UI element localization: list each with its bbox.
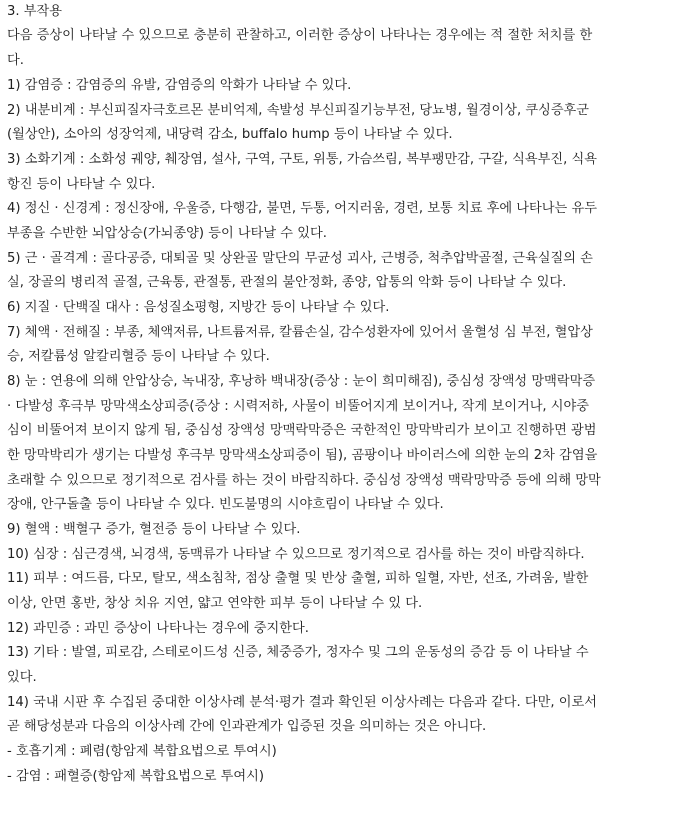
item-fluid-electrolyte: 7) 체액 · 전해질 : 부종, 체액저류, 나트륨저류, 칼륨손실, 감수성환자에 있어서 울혈성 심 부전, 혈압상 <box>7 325 593 340</box>
item-eye-cont: 초래할 수 있으므로 정기적으로 검사를 하는 것이 바람직하다. 중심성 장액성 맥락망막증 등에 의해 망막 <box>7 473 601 488</box>
item-musculoskeletal-cont: 실, 장골의 병리적 골절, 근육통, 관절통, 관절의 불안정화, 종양, 압통의 악화 등이 나타날 수 있다. <box>7 275 567 290</box>
item-digestive: 3) 소화기계 : 소화성 궤양, 췌장염, 설사, 구역, 구토, 위통, 가슴쓰림, 복부팽만감, 구갈, 식욕부진, 식욕 <box>7 152 597 167</box>
item-postmarketing: 14) 국내 시판 후 수집된 중대한 이상사례 분석·평가 결과 확인된 이상사례는 다음과 같다. 다만, 이로서 <box>7 695 598 710</box>
item-postmarketing-cont: 곧 해당성분과 다음의 이상사례 간에 인과관계가 입증된 것을 의미하는 것은 아니다. <box>7 719 487 734</box>
item-eye-cont: 장애, 안구돌출 등이 나타날 수 있다. 빈도불명의 시야흐림이 나타날 수 있다. <box>7 497 444 512</box>
item-heart: 10) 심장 : 심근경색, 뇌경색, 동맥류가 나타날 수 있으므로 정기적으로 검사를 하는 것이 바람직하다. <box>7 547 585 562</box>
item-musculoskeletal: 5) 근 · 골격계 : 골다공증, 대퇴골 및 상완골 말단의 무균성 괴사, 근병증, 척추압박골절, 근육실질의 손 <box>7 251 593 266</box>
item-neuro-cont: 부종을 수반한 뇌압상승(가뇌종양) 등이 나타날 수 있다. <box>7 226 327 241</box>
item-fluid-electrolyte-cont: 승, 저칼륨성 알칼리혈증 등이 나타날 수 있다. <box>7 349 270 364</box>
item-neuro: 4) 정신 · 신경계 : 정신장애, 우울증, 다행감, 불면, 두통, 어지러움, 경련, 보통 치료 후에 나타나는 유두 <box>7 201 597 216</box>
intro-text-line: 다음 증상이 나타날 수 있으므로 충분히 관찰하고, 이러한 증상이 나타나는 경우에는 적 절한 처치를 한 <box>7 28 593 43</box>
item-eye: 8) 눈 : 연용에 의해 안압상승, 녹내장, 후낭하 백내장(증상 : 눈이 희미해짐), 중심성 장액성 망맥락막증 <box>7 374 596 389</box>
item-blood: 9) 혈액 : 백혈구 증가, 혈전증 등이 나타날 수 있다. <box>7 522 301 537</box>
item-infection: 1) 감염증 : 감염증의 유발, 감염증의 악화가 나타날 수 있다. <box>7 78 352 93</box>
item-eye-cont: 한 망막박리가 생기는 다발성 후극부 망막색소상피증이 됨), 곰팡이나 바이러스에 의한 눈의 2차 감염을 <box>7 448 598 463</box>
item-digestive-cont: 항진 등이 나타날 수 있다. <box>7 177 156 192</box>
intro-text-line: 다. <box>7 53 24 68</box>
item-other-cont: 있다. <box>7 670 37 685</box>
item-skin: 11) 피부 : 여드름, 다모, 탈모, 색소침착, 점상 출혈 및 반상 출혈, 피하 일혈, 자반, 선조, 가려움, 발한 <box>7 571 589 586</box>
item-eye-cont: · 다발성 후극부 망막색소상피증(증상 : 시력저하, 사물이 비뚤어지게 보이거나, 작게 보이거나, 시야중 <box>7 399 590 414</box>
item-endocrine-cont: (월상안), 소아의 성장억제, 내당력 감소, buffalo hump 등이 나타날 수 있다. <box>7 127 453 142</box>
item-eye-cont: 심이 비뚤어져 보이지 않게 됨, 중심성 장액성 망맥락막증은 국한적인 망막박리가 보이고 진행하면 광범 <box>7 423 597 438</box>
postmarketing-infection: - 감염 : 패혈증(항암제 복합요법으로 투여시) <box>7 769 265 784</box>
postmarketing-respiratory: - 호흡기계 : 폐렴(항암제 복합요법으로 투여시) <box>7 744 277 759</box>
item-skin-cont: 이상, 안면 홍반, 창상 치유 지연, 얇고 연약한 피부 등이 나타날 수 있 다. <box>7 596 423 611</box>
item-other: 13) 기타 : 발열, 피로감, 스테로이드성 신증, 체중증가, 정자수 및 그의 운동성의 증감 등 이 나타날 수 <box>7 645 589 660</box>
item-endocrine: 2) 내분비계 : 부신피질자극호르몬 분비억제, 속발성 부신피질기능부전, 당뇨병, 월경이상, 쿠싱증후군 <box>7 103 590 118</box>
item-hypersensitivity: 12) 과민증 : 과민 증상이 나타나는 경우에 중지한다. <box>7 621 309 636</box>
section-heading: 3. 부작용 <box>7 4 62 19</box>
item-metabolism: 6) 지질 · 단백질 대사 : 음성질소평형, 지방간 등이 나타날 수 있다. <box>7 300 390 315</box>
